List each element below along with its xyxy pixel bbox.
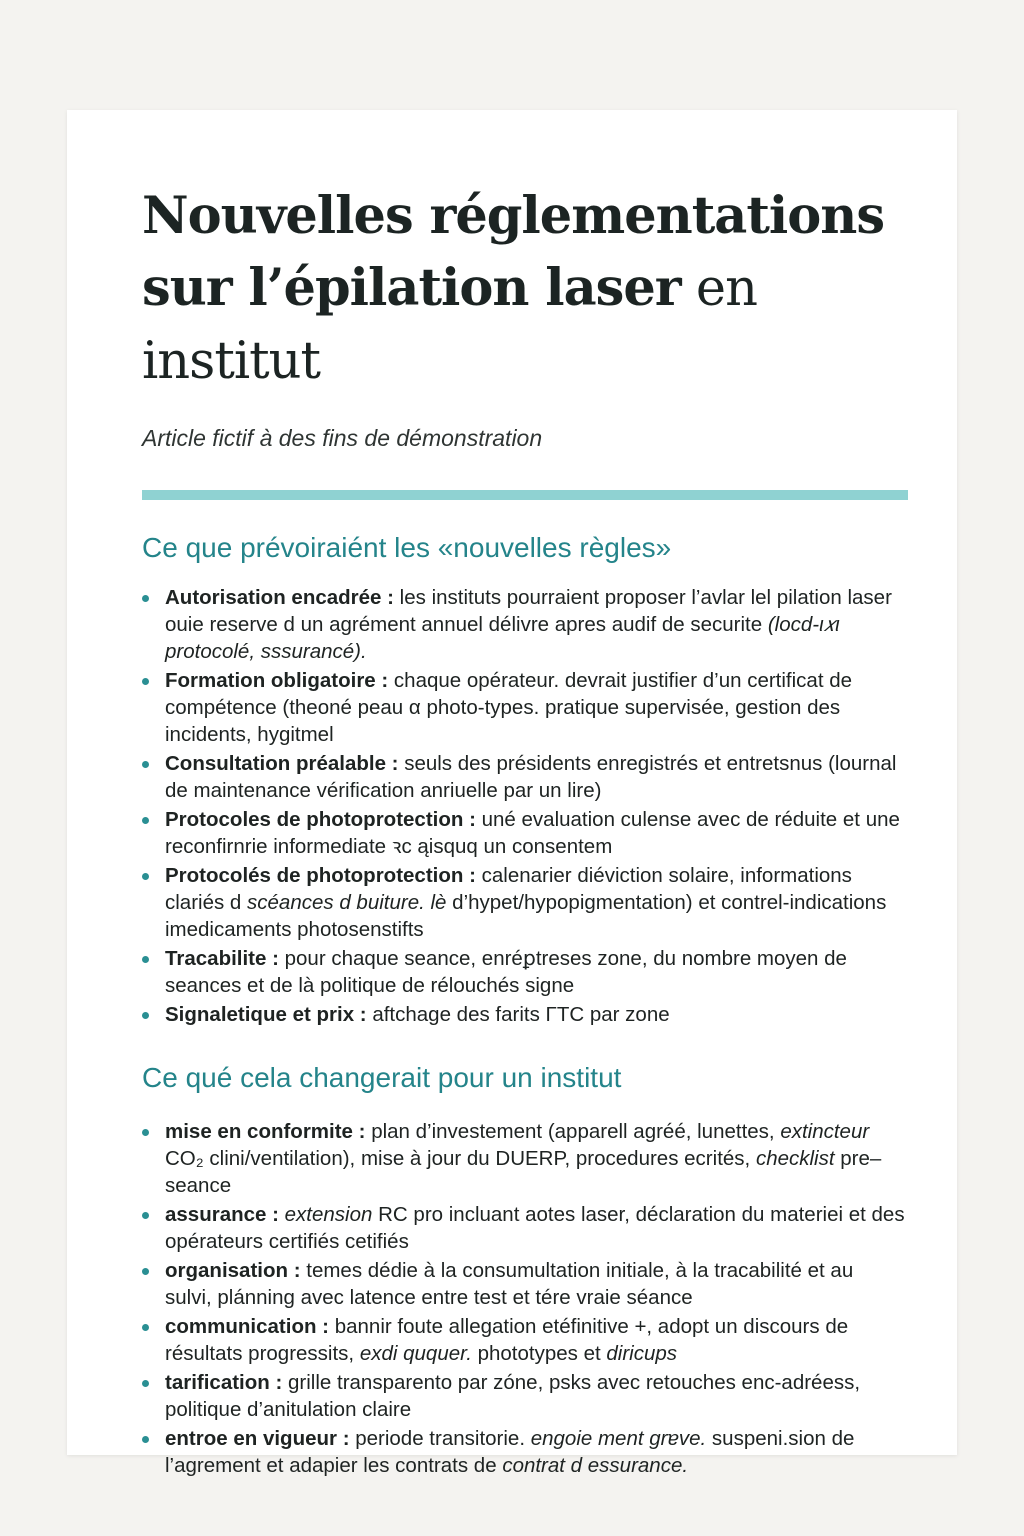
list-item: Signaletique et prix : aftchage des farits ΓTC par zone	[142, 1001, 905, 1028]
impact-list	[142, 1118, 905, 1479]
accent-divider	[142, 490, 908, 500]
title-line-2: sur l’épilation laser en institut	[142, 258, 757, 391]
list-item: Tracabilite : pour chaque seance, enréꝑtreses zone, du nombre moyen de seances et de là politique de rélouchés signe	[142, 945, 905, 999]
list-item: tarification : grille transparento par zóne, psks avec retouches enc-adréess, politique d’anitulation claire	[142, 1369, 905, 1423]
title-line-1: Nouvelles réglementations	[142, 186, 885, 246]
list-item: assurance : extension RC pro incluant aotes laser, déclaration du materiei et des opérateurs certifiés cetifiés	[142, 1201, 905, 1255]
list-item: Autorisation encadrée : les instituts pourraient proposer l’avlar lel pilation laser ouie reserve d un agrément annuel délivre apres audif de securite (locd-ι𝑥ι protocolé, sssurancé).	[142, 584, 905, 665]
section-heading-impact: Ce qué cela changerait pour un institut	[142, 1062, 622, 1093]
section-heading-rules: Ce que prévoiraiént les «nouvelles règles»	[142, 532, 672, 563]
list-item: organisation : temes dédie à la consumultation initiale, à la tracabilité et au sulvi, plánning avec latence entre test et tére vraie séance	[142, 1257, 905, 1311]
list-item: Consultation préalable : seuls des présidents enregistrés et entretsnus (lournal de maintenance vérification anriuelle par un lire)	[142, 750, 905, 804]
article-page	[67, 110, 957, 1477]
list-item: communication : bannir foute allegation etéfinitive +, adopt un discours de résultats progressits, exdi ququer. phototypes et diricups	[142, 1313, 905, 1367]
list-item: mise en conformite : plan d’investement (apparell agréé, lunettes, extincteur CO₂ clini/ventilation), mise à jour du DUERP, procedures ecrités, checklist pre–seance	[142, 1118, 905, 1199]
rules-list	[142, 584, 905, 1028]
list-item: Protocolés de photoprotection : calenarier diéviction solaire, informations clariés d scéances d buiture. lè d’hypet/hypopigmentation) et contrel-indications imedicaments photosenstifts	[142, 862, 905, 943]
list-item: entroe en vigueur : periode transitorie. engoie ment grɐve. suspeni.sion de l’agrement et adapier les contrats de contrat d essurance.	[142, 1425, 905, 1479]
list-item: Protocoles de photoprotection : uné evaluation culense avec de réduite et une reconfirnrie informediate ꝛc ąisquq un consentem	[142, 806, 905, 860]
article-subtitle: Article fictif à des fins de démonstration	[142, 425, 543, 451]
list-item: Formation obligatoire : chaque opérateur. devrait justifier d’un certificat de compétence (theoné peau α photo-types. pratique supervisée, gestion des incidents, hygitmel	[142, 667, 905, 748]
article-title	[142, 180, 905, 398]
